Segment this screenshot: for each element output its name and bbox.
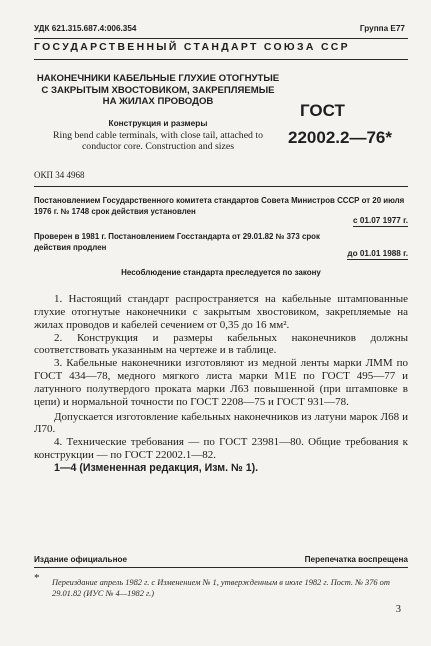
paragraph-1: 1. Настоящий стандарт распространяется на кабельные штампованные глухие отогнутые наконечники с закрытым хвостовиком, закрепляемые на жилах проводов и кабелей сечением от 0,35 до 16 мм². (34, 293, 408, 331)
document-body (34, 293, 408, 475)
gost-label: ГОСТ (300, 101, 345, 120)
udk-code: УДК 621.315.687.4:006.354 (34, 24, 137, 33)
violation-notice: Несоблюдение стандарта преследуется по закону (121, 268, 321, 277)
amendment-note: 1—4 (Измененная редакция, Изм. № 1). (54, 461, 259, 474)
effective-date: с 01.07 1977 г. (353, 216, 408, 225)
paragraph-3: 3. Кабельные наконечники изготовляют из медной ленты марки ЛММ по ГОСТ 434—78, медного мягкого листа марки М1Е по ГОСТ 495—77 и латунного полутвердого проката марки Л63 повышенной (при штамповке в цепи) и нормальной точности по ГОСТ 2208—75 и ГОСТ 931—78. (34, 357, 408, 408)
extended-date: до 01.01 1988 г. (347, 249, 408, 258)
reprint-prohibited-label: Перепечатка воспрещена (304, 555, 408, 564)
gost-number: 22002.2—76* (288, 128, 392, 147)
decree-effective: Постановлением Государственного комитета стандартов Совета Министров СССР от 20 июля 1976 г. № 1748 срок действия установлен (34, 196, 405, 216)
footnote-star: * (34, 572, 40, 584)
decree-extended: Проверен в 1981 г. Постановлением Госстандарта от 29.01.82 № 373 срок действия продлен (34, 232, 320, 252)
document-subtitle-ru: Конструкция и размеры (108, 118, 208, 128)
official-edition-label: Издание официальное (34, 555, 128, 564)
state-standard-heading: ГОСУДАРСТВЕННЫЙ СТАНДАРТ СОЮЗА ССР (34, 42, 350, 53)
document-title-ru: НАКОНЕЧНИКИ КАБЕЛЬНЫЕ ГЛУХИЕ ОТОГНУТЫЕ С ЗАКРЫТЫМ ХВОСТОВИКОМ, ЗАКРЕПЛЯЕМЫЕ НА ЖИЛАХ ПРОВОДОВ (36, 73, 280, 108)
page-number: 3 (395, 604, 401, 615)
document-title-en: Ring bend cable terminals, with close tail, attached to conductor core. Construction and sizes (52, 130, 264, 152)
title-rule (34, 186, 408, 187)
group-code: Группа Е77 (359, 24, 405, 33)
reissue-footnote: Переиздание апрель 1982 г. с Изменением № 1, утвержденным в июле 1982 г. Пост. № 376 от 29.01.82 (ИУС № 4—1982 г.) (52, 578, 390, 598)
paragraph-2: 2. Конструкция и размеры кабельных наконечников должны соответствовать указанным на чертеже и в таблице. (34, 331, 408, 357)
header-rule-bottom (34, 59, 408, 60)
paragraph-4: 4. Технические требования — по ГОСТ 23981—80. Общие требования к конструкции — по ГОСТ 22002.1—82. (34, 436, 408, 462)
footer-rule (34, 567, 408, 568)
paragraph-3-addendum: Допускается изготовление кабельных наконечников из латуни марок Л68 и Л70. (34, 410, 408, 436)
okp-code: ОКП 34 4968 (34, 170, 85, 180)
header-rule-top (34, 38, 408, 39)
